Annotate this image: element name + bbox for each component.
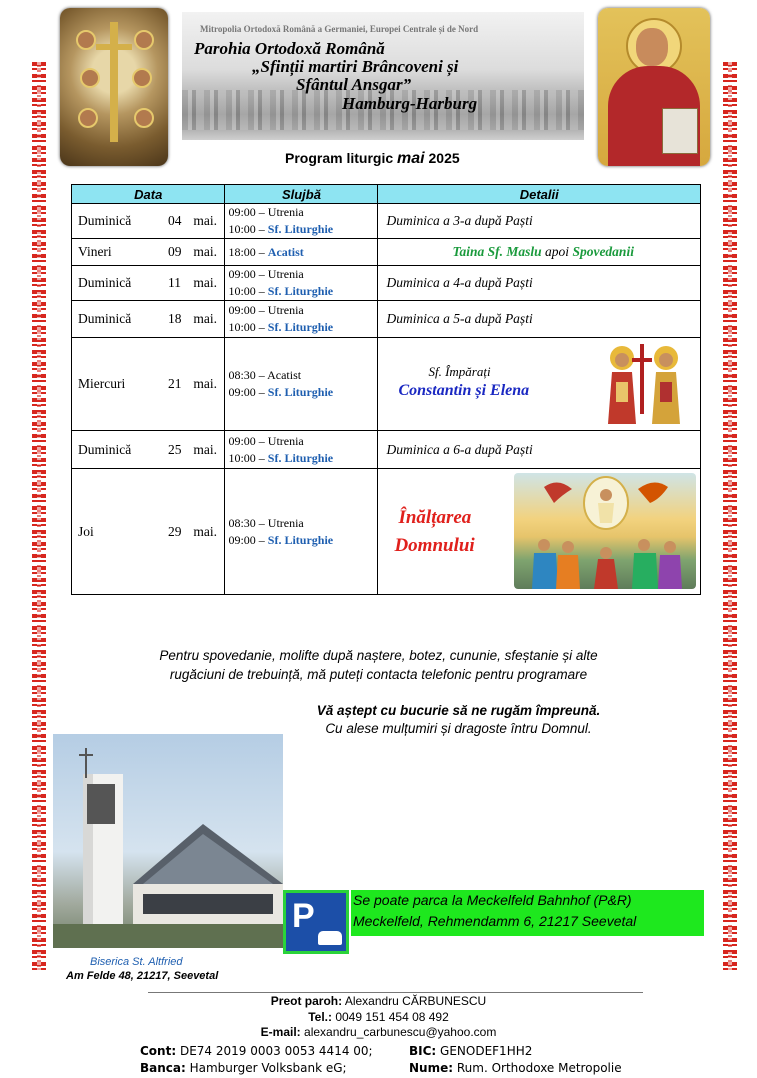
- phone-line: Tel.: 0049 151 454 08 492: [308, 1010, 449, 1024]
- table-row: Duminică 25 mai. 09:00 – Utrenia 10:00 – Sf. Liturghie Duminica a 6-a după Paști: [72, 431, 701, 469]
- header-banner: [182, 12, 584, 140]
- program-title: Program liturgic mai 2025: [285, 150, 460, 167]
- church-address: Am Felde 48, 21217, Seevetal: [66, 970, 219, 982]
- contact-info-line-1: Pentru spovedanie, molifte după naștere, botez, cununie, sfeștanie și alte: [159, 648, 598, 663]
- icon-saint-ansgar: [598, 8, 710, 166]
- parish-name: Parohia Ortodoxă Română: [194, 39, 385, 58]
- parking-info: Se poate parca la Meckelfeld Bahnhof (P&R) Meckelfeld, Rehmendamm 6, 21217 Seevetal: [351, 890, 704, 936]
- parish-patrons-1: „Sfinții martiri Brâncoveni și: [252, 57, 459, 76]
- table-row: Joi 29 mai. 08:30 – Utrenia 09:00 – Sf. Liturghie Înălțarea Domnului: [72, 469, 701, 595]
- schedule-table: [71, 184, 701, 595]
- church-name: Biserica St. Altfried: [90, 956, 183, 968]
- table-header-row: [72, 185, 701, 204]
- table-row: Duminică 18 mai. 09:00 – Utrenia 10:00 – Sf. Liturghie Duminica a 5-a după Paști: [72, 301, 701, 338]
- decorative-border-left: [32, 62, 46, 970]
- holder-line: Nume: Rum. Orthodoxe Metropolie: [409, 1061, 622, 1075]
- header-slujba: Slujbă: [225, 185, 378, 204]
- parish-location: Hamburg-Harburg: [342, 94, 478, 113]
- closing-line-2: Cu alese mulțumiri și dragoste întru Domnul.: [325, 721, 592, 736]
- icon-brancoveni-saints: [60, 8, 168, 166]
- header-data: Data: [72, 185, 225, 204]
- icon-constantine-helena: [594, 342, 694, 424]
- metropolis-name: Mitropolia Ortodoxă Română a Germaniei, Europei Centrale și de Nord: [200, 24, 479, 34]
- decorative-border-right: [723, 62, 737, 970]
- church-photo: [53, 734, 283, 948]
- footer-divider: [148, 992, 643, 993]
- table-row: Vineri 09 mai. 18:00 – Acatist Taina Sf. Maslu apoi Spovedanii: [72, 239, 701, 266]
- priest-line: Preot paroh: Alexandru CĂRBUNESCU: [270, 994, 487, 1008]
- table-row: Duminică 04 mai. 09:00 – Utrenia 10:00 – Sf. Liturghie Duminica a 3-a după Paști: [72, 204, 701, 239]
- parking-sign-icon: P: [283, 890, 349, 954]
- bic-line: BIC: GENODEF1HH2: [409, 1044, 533, 1058]
- parish-patrons-2: Sfântul Ansgar”: [296, 75, 412, 94]
- bank-line: Banca: Hamburger Volksbank eG;: [140, 1061, 347, 1075]
- contact-info-line-2: rugăciuni de trebuință, mă puteți contacta telefonic pentru programare: [169, 667, 588, 682]
- table-row: Duminică 11 mai. 09:00 – Utrenia 10:00 – Sf. Liturghie Duminica a 4-a după Paști: [72, 266, 701, 301]
- email-line[interactable]: E-mail: alexandru_carbunescu@yahoo.com: [260, 1025, 497, 1039]
- closing-line-1: Vă aștept cu bucurie să ne rugăm împreună.: [316, 703, 601, 718]
- icon-ascension: [514, 473, 696, 589]
- table-row: Miercuri 21 mai. 08:30 – Acatist 09:00 – Sf. Liturghie Sf. Împărați Constantin și Elena: [72, 338, 701, 431]
- account-line: Cont: DE74 2019 0003 0053 4414 00;: [140, 1044, 373, 1058]
- header-detalii: Detalii: [378, 185, 701, 204]
